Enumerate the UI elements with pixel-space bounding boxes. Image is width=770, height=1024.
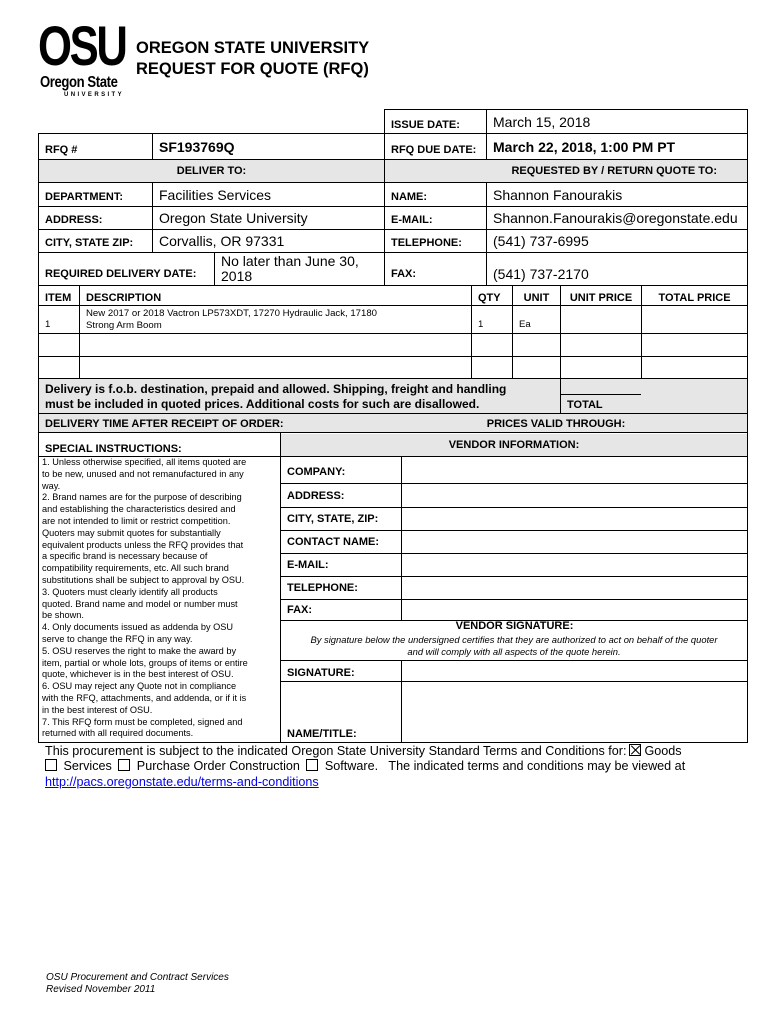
delivery-note [39, 380, 559, 413]
vendor-signature-heading: VENDOR SIGNATURE: [455, 620, 574, 632]
fax-label: FAX: [391, 268, 417, 280]
construction-label: Purchase Order Construction [136, 759, 300, 774]
vendor-contact-label: CONTACT NAME: [287, 536, 380, 548]
delivery-note-line-1: Delivery is f.o.b. destination, prepaid and allowed. Shipping, freight and handling [45, 381, 507, 396]
page-title [136, 38, 369, 80]
col-header-total-price: TOTAL PRICE [658, 291, 731, 304]
requested-by-heading: REQUESTED BY / RETURN QUOTE TO: [385, 160, 747, 182]
vendor-info-heading: VENDOR INFORMATION: [448, 439, 580, 451]
title-line-1: OREGON STATE UNIVERSITY [136, 39, 370, 57]
instruction-line: returned with all required documents. [42, 728, 194, 739]
vendor-fax-label: FAX: [287, 604, 313, 616]
title-line-2: REQUEST FOR QUOTE (RFQ) [136, 60, 369, 78]
required-date-line-1: No later than June 30, [221, 253, 359, 269]
instruction-line: 3. Quoters must clearly identify all products [42, 586, 218, 597]
rfq-due-date-value: March 22, 2018, 1:00 PM PT [493, 138, 676, 155]
row-qty: 1 [478, 319, 484, 330]
col-header-unit-price: UNIT PRICE [569, 291, 633, 304]
vendor-signature-field[interactable] [402, 661, 747, 681]
vendor-email-label: E-MAIL: [287, 559, 329, 571]
col-header-qty: QTY [478, 291, 501, 304]
special-instructions-heading: SPECIAL INSTRUCTIONS: [45, 443, 182, 455]
signature-note-line-1: By signature below the undersigned certifies that they are authorized to act on behalf of the quoter [310, 634, 718, 645]
instruction-line: way. [42, 480, 61, 491]
deliver-to-heading: DELIVER TO: [39, 160, 384, 182]
instruction-line: 5. OSU reserves the right to make the award by [42, 645, 237, 656]
rfq-due-date-label: RFQ DUE DATE: [391, 143, 477, 156]
instruction-line: 6. OSU may reject any Quote not in compliance [42, 681, 237, 692]
email-value[interactable]: Shannon.Fanourakis@oregonstate.edu [493, 210, 738, 226]
instruction-line: compatibility requirements, etc. All such brand [42, 563, 229, 574]
vendor-contact-field[interactable] [402, 531, 747, 553]
row-description-line-1: New 2017 or 2018 Vactron LP573XDT, 17270 Hydraulic Jack, 17180 [86, 307, 378, 319]
instruction-line: in the best interest of OSU. [42, 704, 153, 715]
software-label: Software. [324, 759, 379, 774]
name-value: Shannon Fanourakis [493, 186, 623, 203]
terms-outro: The indicated terms and conditions may be viewed at [388, 759, 686, 774]
instruction-line: 1. Unless otherwise specified, all items quoted are [42, 457, 247, 467]
terms-text [45, 744, 725, 790]
software-checkbox[interactable] [306, 759, 318, 771]
delivery-time-label: DELIVERY TIME AFTER RECEIPT OF ORDER: [45, 417, 284, 430]
row-description-line-2: Strong Arm Boom [86, 319, 162, 331]
email-label: E-MAIL: [391, 214, 433, 226]
goods-label: Goods [644, 744, 682, 758]
osu-logo: OSU [38, 14, 126, 77]
terms-link[interactable]: http://pacs.oregonstate.edu/terms-and-conditions [45, 774, 319, 789]
col-header-unit: UNIT [523, 291, 550, 304]
instruction-line: with the RFQ, attachments, and addenda, or if it is [42, 692, 247, 703]
total-label: TOTAL [567, 398, 603, 411]
instruction-line: quoted. Brand name and model or number must [42, 598, 238, 609]
address-value: Oregon State University [159, 210, 308, 226]
instruction-line: equivalent products unless the RFQ provides that [42, 539, 244, 550]
footer [46, 972, 229, 996]
vendor-email-field[interactable] [402, 554, 747, 576]
footer-line-2: Revised November 2011 [46, 984, 156, 995]
instruction-line: to be new, unused and not remanufactured in any [42, 468, 244, 479]
terms-intro: This procurement is subject to the indicated Oregon State University Standard Terms and Conditions for: [45, 744, 627, 758]
required-delivery-date-label: REQUIRED DELIVERY DATE: [45, 268, 197, 280]
telephone-label: TELEPHONE: [391, 237, 462, 249]
vendor-address-label: ADDRESS: [287, 489, 345, 502]
vendor-signature-label: SIGNATURE: [287, 667, 355, 679]
fax-value: (541) 737-2170 [493, 266, 589, 282]
col-header-description: DESCRIPTION [86, 291, 162, 304]
department-value: Facilities Services [159, 186, 272, 203]
construction-checkbox[interactable] [118, 759, 130, 771]
special-instructions-text [42, 457, 274, 740]
vendor-city-field[interactable] [402, 508, 747, 530]
goods-checkbox[interactable] [629, 744, 641, 756]
instruction-line: substitutions shall be subject to approval by OSU. [42, 574, 245, 585]
vendor-telephone-field[interactable] [402, 577, 747, 599]
address-label: ADDRESS: [45, 214, 103, 226]
vendor-name-title-field[interactable] [402, 682, 747, 742]
osu-logo-wordmark: Oregon State [40, 74, 118, 91]
instruction-line: be shown. [42, 610, 84, 621]
signature-note-line-2: and will comply with all aspects of the quote herein. [407, 646, 621, 657]
row-unit: Ea [519, 319, 531, 330]
vendor-name-title-label: NAME/TITLE: [287, 728, 357, 740]
vendor-telephone-label: TELEPHONE: [287, 582, 358, 594]
rfq-number-label: RFQ # [45, 143, 78, 156]
department-label: DEPARTMENT: [45, 190, 124, 203]
vendor-address-field[interactable] [402, 484, 747, 507]
vendor-city-label: CITY, STATE, ZIP: [287, 513, 379, 525]
required-delivery-date-value [215, 253, 384, 285]
instruction-line: are not intended to limit or restrict competition. [42, 515, 231, 526]
services-checkbox[interactable] [45, 759, 57, 771]
osu-logo-university: UNIVERSITY [64, 92, 125, 98]
instruction-line: 4. Only documents issued as addenda by OSU [42, 622, 234, 633]
col-header-item: ITEM [45, 291, 72, 304]
footer-line-1: OSU Procurement and Contract Services [46, 972, 229, 983]
row-item-number: 1 [45, 319, 51, 330]
name-label: NAME: [391, 190, 428, 203]
instruction-line: and establishing the characteristics desired and [42, 504, 236, 515]
instruction-line: 2. Brand names are for the purpose of describing [42, 492, 242, 503]
telephone-value: (541) 737-6995 [493, 233, 589, 249]
vendor-signature-note [281, 633, 747, 659]
city-state-zip-label: CITY, STATE ZIP: [45, 237, 134, 249]
instruction-line: a specific brand is necessary because of [42, 551, 208, 562]
issue-date-value: March 15, 2018 [493, 113, 591, 130]
instruction-line: quote, whichever is in the best interest of OSU. [42, 669, 234, 680]
instruction-line: item, partial or whole lots, groups of items or entire [42, 657, 248, 668]
city-state-zip-value: Corvallis, OR 97331 [159, 233, 285, 249]
delivery-note-line-2: must be included in quoted prices. Additional costs for such are disallowed. [45, 396, 480, 411]
required-date-line-2: 2018 [221, 268, 253, 284]
instruction-line: Quoters may submit quotes for substantially [42, 527, 221, 538]
prices-valid-label: PRICES VALID THROUGH: [486, 417, 626, 430]
instruction-line: 7. This RFQ form must be completed, signed and [42, 716, 243, 727]
vendor-company-field[interactable] [402, 457, 747, 483]
services-label: Services [63, 759, 112, 774]
row-description [80, 306, 471, 333]
instruction-line: serve to change the RFQ in any way. [42, 633, 193, 644]
rfq-number-value: SF193769Q [159, 138, 235, 155]
vendor-company-label: COMPANY: [287, 465, 346, 478]
issue-date-label: ISSUE DATE: [391, 118, 460, 131]
